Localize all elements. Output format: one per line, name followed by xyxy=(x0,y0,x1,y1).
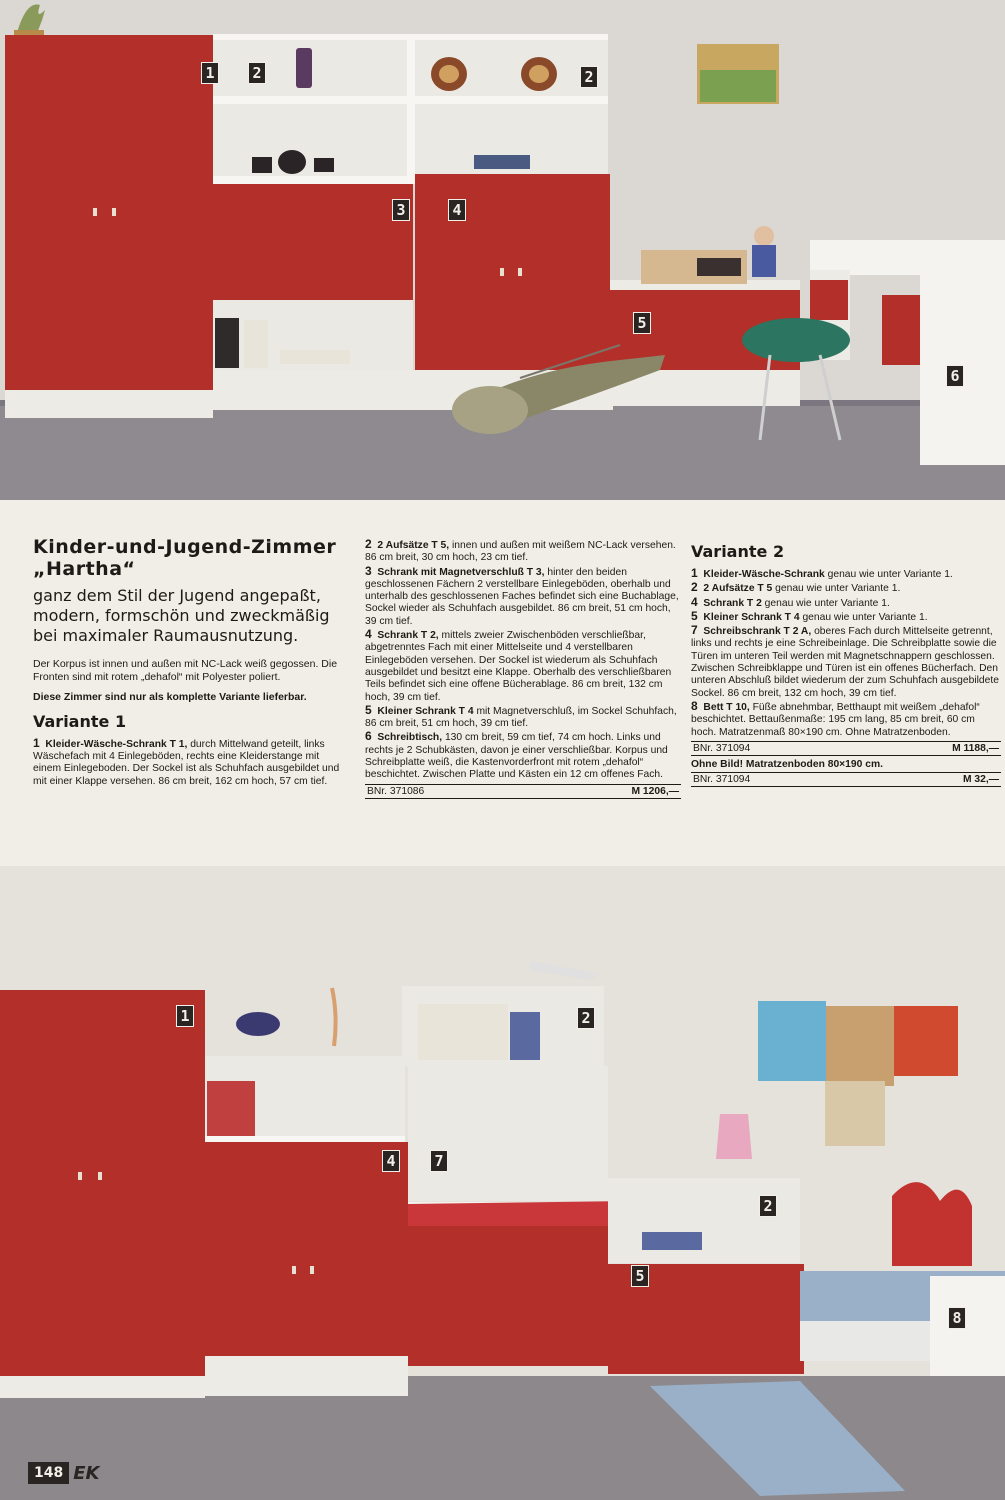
variant-1-item: 4 Schrank T 2, mittels zweier Zwischenböden verschließbar, abgetrenntes Fach mit einer Mittelseite und 4 verstellbaren Einlegeböden versehen. Der Sockel ist wiederum als Schuhfach ausgebildet und besitzt eine Klappe. Oberhalb des verschließbaren Teils befindet sich eine offene Bücherablage. 86 cm breit, 132 cm hoch, 39 cm tief. xyxy=(365,627,672,703)
page-number: 148 xyxy=(28,1462,69,1484)
extra-item-label: Ohne Bild! Matratzenboden 80×190 cm. xyxy=(691,758,883,770)
availability-note: Diese Zimmer sind nur als komplette Variante lieferbar. xyxy=(33,691,307,704)
price: M 32,— xyxy=(962,773,999,785)
intro-column xyxy=(33,536,349,788)
marker-2: 2 xyxy=(759,1195,777,1217)
variant-1-column xyxy=(365,538,681,799)
marker-3: 3 xyxy=(392,199,410,221)
catalog-text xyxy=(0,500,1005,866)
page-title: Kinder-und-Jugend-Zimmer „Hartha“ xyxy=(33,536,337,580)
variant-1-item: 3 Schrank mit Magnetverschluß T 3, hinter den beiden geschlossenen Fächern 2 verstellbare Einlegeböden, oberhalb und unterhalb des geschlossenen Faches befindet sich eine Buchablage, Sockel wieder als Schuhfach ausgebildet. 86 cm breit, 51 cm hoch, 39 cm tief. xyxy=(365,563,679,627)
variant-2-item: 8 Bett T 10, Füße abnehmbar, Betthaupt mit weißem „dehafol“ beschichtet. Bettaußenmaße: 195 cm lang, 85 cm breit, 60 cm hoch. Matratzenmaß 80×190 cm. Ohne Matratzenboden. xyxy=(691,698,980,738)
order-number: BNr. 371094 xyxy=(693,742,751,754)
order-number: BNr. 371086 xyxy=(367,785,425,797)
variant-1-item: 6 Schreibtisch, 130 cm breit, 59 cm tief, 74 cm hoch. Links und rechts je 2 Schubkästen, davon je einer verschließbar. Korpus und Schreibplatte weiß, die Kastenvorderfront mit rotem „dehafol“ beschichtet. Zwischen Platte und Kästen ein 12 cm offenes Fach. xyxy=(365,729,668,781)
variant-1-heading: Variante 1 xyxy=(33,711,127,731)
variant-2-column xyxy=(691,540,1001,787)
variant-1-item: 5 Kleiner Schrank T 4 mit Magnetverschluß, im Sockel Schuhfach, 86 cm breit, 51 cm hoch, 39 cm tief. xyxy=(365,702,677,730)
marker-5: 5 xyxy=(631,1265,649,1287)
variant-2-heading: Variante 2 xyxy=(691,542,785,561)
variant-1-item: 2 2 Aufsätze T 5, innen und außen mit weißem NC-Lack versehen. 86 cm breit, 30 cm hoch, 23 cm tief. xyxy=(365,537,676,564)
variant-2-item: 1 Kleider-Wäsche-Schrank genau wie unter Variante 1. xyxy=(691,566,953,580)
marker-2: 2 xyxy=(248,62,266,84)
variant-2-item: 4 Schrank T 2 genau wie unter Variante 1. xyxy=(691,594,890,609)
extra-order-row xyxy=(691,772,1001,787)
variant-1-order-row xyxy=(365,784,681,799)
variant-1-item: 1 Kleider-Wäsche-Schrank T 1, durch Mittelwand geteilt, links Wäschefach mit 4 Einlegeböden, rechts eine Kleiderstange mit einem Einlegeboden. Der Sockel ist als Schuhfach ausgebildet und mit einer Klappe versehen. 86 cm breit, 162 cm hoch, 57 cm tief. xyxy=(33,735,340,787)
order-number: BNr. 371094 xyxy=(693,773,751,785)
variant-2-item: 2 2 Aufsätze T 5 genau wie unter Variante 1. xyxy=(691,580,901,595)
photo-variant-2 xyxy=(0,866,1005,1500)
marker-8: 8 xyxy=(948,1307,966,1329)
photo-variant-1 xyxy=(0,0,1005,500)
variant-2-item: 5 Kleiner Schrank T 4 genau wie unter Variante 1. xyxy=(691,608,928,623)
page-footer xyxy=(28,1462,99,1484)
marker-2: 2 xyxy=(577,1007,595,1029)
description: Der Korpus ist innen und außen mit NC-Lack weiß gegossen. Die Fronten sind mit rotem „dehafol“ mit Polyester poliert. xyxy=(33,658,338,683)
marker-7: 7 xyxy=(430,1150,448,1172)
tagline: ganz dem Stil der Jugend angepaßt, modern, formschön und zweckmäßig bei maximaler Raumausnutzung. xyxy=(33,586,330,645)
marker-5: 5 xyxy=(633,312,651,334)
variant-2-item: 7 Schreibschrank T 2 A, oberes Fach durch Mittelseite getrennt, links und rechts je eine Schreibeinlage. Die Schreibplatte sowie die Türen im unteren Teil werden mit Magnetschnappern geschlossen. Zwischen Schreibklappe und Türen ist ein offenes Bücherfach. Den unteren Abschluß bildet wiederum der zum Schuhfach ausgebildete Sockel. 86 cm breit, 132 cm hoch, 39 cm tief. xyxy=(691,623,999,699)
marker-4: 4 xyxy=(448,199,466,221)
catalog-logo: EK xyxy=(73,1462,100,1484)
marker-2: 2 xyxy=(580,66,598,88)
marker-1: 1 xyxy=(176,1005,194,1027)
variant-2-order-row xyxy=(691,741,1001,756)
marker-4: 4 xyxy=(382,1150,400,1172)
marker-6: 6 xyxy=(946,365,964,387)
marker-1: 1 xyxy=(201,62,219,84)
price: M 1188,— xyxy=(952,742,999,754)
price: M 1206,— xyxy=(631,785,679,797)
